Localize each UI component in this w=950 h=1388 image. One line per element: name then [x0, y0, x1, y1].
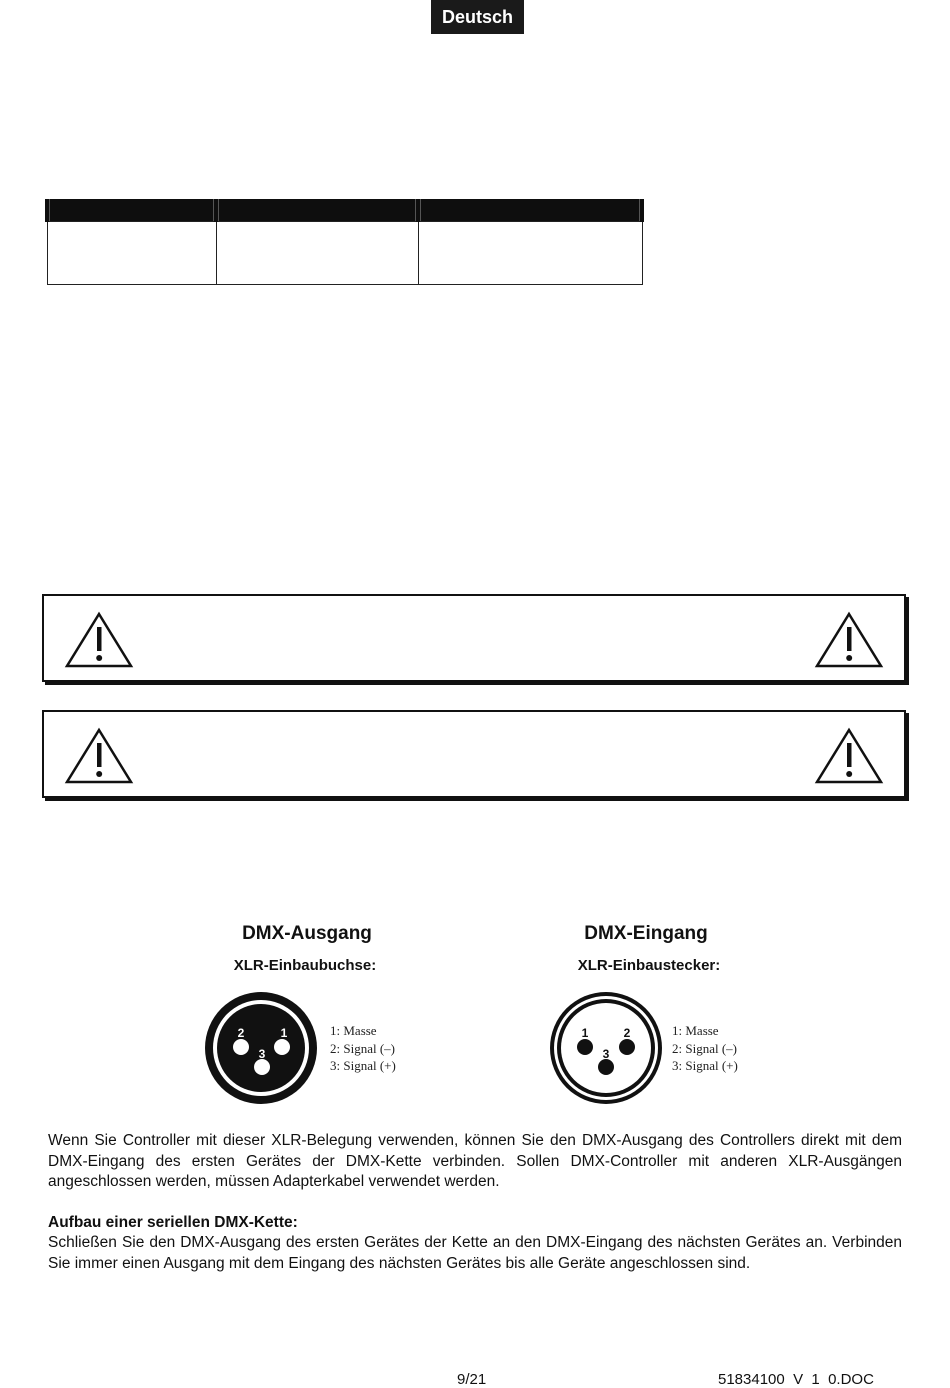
- table-header-cell: [216, 199, 418, 222]
- spec-table: [45, 199, 644, 285]
- pin-number: 1: [581, 1026, 589, 1040]
- language-badge: Deutsch: [431, 0, 524, 34]
- table-header-cell: [47, 199, 216, 222]
- warning-triangle-icon: [64, 727, 134, 785]
- pin-legend-item: 1: Masse: [672, 1023, 719, 1038]
- table-row: [47, 222, 642, 285]
- body-paragraph: Schließen Sie den DMX-Ausgang des ersten Gerätes der Kette an den DMX-Eingang des nächsten Gerätes an. Verbinden Sie immer einen Ausgang mit dem Eingang des nächsten Gerätes bis alle Geräte angeschlossen sind.: [48, 1234, 902, 1272]
- table-cell: [216, 222, 418, 285]
- pin-legend-item: 3: Signal (+): [672, 1058, 738, 1073]
- pin-legend-item: 2: Signal (–): [672, 1040, 737, 1056]
- connector-title: DMX-Eingang: [584, 923, 708, 944]
- warning-triangle-icon: [64, 611, 134, 669]
- pin-legend-item: 2: Signal (–): [330, 1040, 395, 1056]
- pin-legend: [330, 1022, 396, 1075]
- table-header-cell: [418, 199, 642, 222]
- page-number: 9/21: [457, 1371, 487, 1388]
- table-header-row: [47, 199, 642, 222]
- connector-subtitle: XLR-Einbaubuchse:: [233, 957, 377, 974]
- pin-number: 3: [258, 1047, 266, 1061]
- table-cell: [418, 222, 642, 285]
- warning-triangle-icon: [814, 727, 884, 785]
- document-id: 51834100 V 1 0.DOC: [718, 1371, 874, 1388]
- xlr-socket-female-icon: [203, 990, 319, 1106]
- pin-legend: [672, 1022, 738, 1075]
- warning-box: [42, 594, 906, 682]
- warning-triangle-icon: [814, 611, 884, 669]
- table-cell: [47, 222, 216, 285]
- pin-legend-item: 1: Masse: [330, 1023, 377, 1038]
- pin-number: 1: [280, 1026, 288, 1040]
- connector-title: DMX-Ausgang: [242, 923, 372, 944]
- body-paragraph: Wenn Sie Controller mit dieser XLR-Belegung verwenden, können Sie den DMX-Ausgang des Controllers direkt mit dem DMX-Eingang des ersten Gerätes der DMX-Kette verbinden. Sollen DMX-Controller mit anderen XLR-Ausgängen angeschlossen werden, müssen Adapterkabel verwendet werden.: [48, 1132, 902, 1190]
- xlr-plug-male-icon: [548, 990, 664, 1106]
- pin-legend-item: 3: Signal (+): [330, 1058, 396, 1073]
- warning-box: [42, 710, 906, 798]
- connector-subtitle: XLR-Einbaustecker:: [577, 957, 721, 974]
- pin-number: 2: [623, 1026, 631, 1040]
- section-heading: Aufbau einer seriellen DMX-Kette:: [48, 1214, 298, 1231]
- pin-number: 3: [602, 1047, 610, 1061]
- pin-number: 2: [237, 1026, 245, 1040]
